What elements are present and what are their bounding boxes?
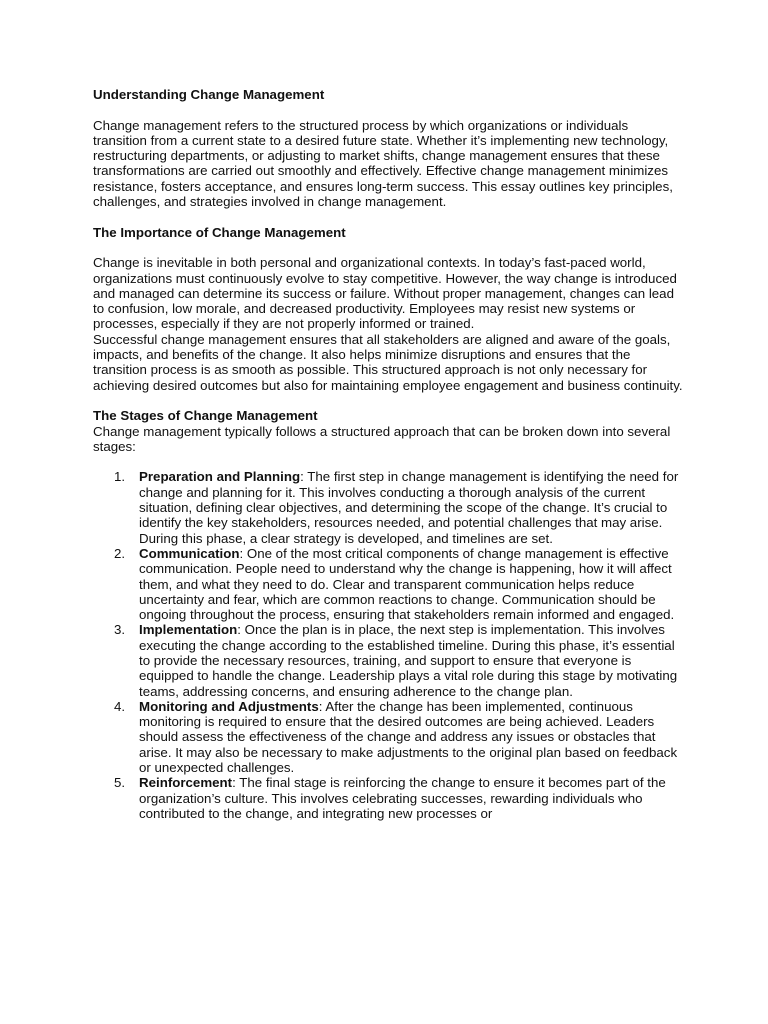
spacer xyxy=(93,454,683,469)
list-item-title: Reinforcement xyxy=(139,775,233,791)
list-item-number: 4. xyxy=(114,698,126,714)
list-item-text: : One of the most critical components of change management is effective communication. People need to understand why the change is happening, how it will affect them, and what they need to do. Clear and transparent communication helps reduce uncertainty and fear, which are common reactions to change. Communication should be ongoing throughout the process, ensuring that stakeholders remain informed and engaged. xyxy=(139,545,675,623)
list-item-title: Monitoring and Adjustments xyxy=(139,698,319,714)
stages-list xyxy=(93,469,683,821)
importance-paragraph-1: Change is inevitable in both personal and organizational contexts. In today’s fast-paced world, organizations must continuously evolve to stay competitive. However, the way change is introduced and managed can determine its success or failure. Without proper management, changes can lead to confusion, low morale, and decreased productivity. Employees may resist new systems or processes, especially if they are not properly informed or trained. xyxy=(93,255,677,332)
list-item-text: : The first step in change management is identifying the need for change and planning for it. This involves conducting a thorough analysis of the current situation, defining clear objectives, and determining the scope of the change. It’s crucial to identify the key stakeholders, resources needed, and potential challenges that may arise. During this phase, a clear strategy is developed, and timelines are set. xyxy=(139,469,679,546)
spacer xyxy=(93,209,683,224)
list-item xyxy=(93,775,683,821)
importance-paragraph-2: Successful change management ensures that all stakeholders are aligned and aware of the goals, impacts, and benefits of the change. It also helps minimize disruptions and ensures that the transition process is as smooth as possible. This structured approach is not only necessary for achieving desired outcomes but also for maintaining employee engagement and business continuity. xyxy=(93,331,683,393)
list-item-text: : The final stage is reinforcing the change to ensure it becomes part of the organization’s culture. This involves celebrating successes, rewarding individuals who contributed to the change, and integrating new processes or xyxy=(139,775,666,821)
list-item-number: 1. xyxy=(114,469,126,485)
document-page xyxy=(93,87,683,821)
document-title: Understanding Change Management xyxy=(93,87,325,102)
list-item-title: Communication xyxy=(139,545,240,561)
spacer xyxy=(93,240,683,255)
list-item-number: 5. xyxy=(114,775,126,791)
list-item-title: Preparation and Planning xyxy=(139,469,301,485)
list-item-text: : Once the plan is in place, the next step is implementation. This involves executing the change according to the established timeline. During this phase, it’s essential to provide the necessary resources, training, and support to ensure that everyone is equipped to handle the change. Leadership plays a vital role during this stage by motivating teams, addressing concerns, and ensuring adherence to the change plan. xyxy=(139,622,678,699)
list-item-number: 2. xyxy=(114,545,126,561)
importance-heading: The Importance of Change Management xyxy=(93,224,346,240)
list-item-title: Implementation xyxy=(139,622,238,638)
stages-intro: Change management typically follows a structured approach that can be broken down into several stages: xyxy=(93,423,671,454)
list-item xyxy=(93,622,683,698)
spacer xyxy=(93,393,683,408)
list-item-number: 3. xyxy=(114,622,126,638)
list-item xyxy=(93,546,683,622)
list-item xyxy=(93,699,683,775)
intro-paragraph: Change management refers to the structured process by which organizations or individuals transition from a current state to a desired future state. Whether it’s implementing new technology, restructuring departments, or adjusting to market shifts, change management ensures that these transformations are carried out smoothly and effectively. Effective change management minimizes resistance, fosters acceptance, and ensures long-term success. This essay outlines key principles, challenges, and strategies involved in change management. xyxy=(93,117,673,210)
spacer xyxy=(93,102,683,117)
list-item-text: : After the change has been implemented, continuous monitoring is required to ensure that the desired outcomes are being achieved. Leaders should assess the effectiveness of the change and address any issues or obstacles that arise. It may also be necessary to make adjustments to the original plan based on feedback or unexpected challenges. xyxy=(139,698,678,776)
list-item xyxy=(93,469,683,545)
stages-heading: The Stages of Change Management xyxy=(93,408,318,424)
